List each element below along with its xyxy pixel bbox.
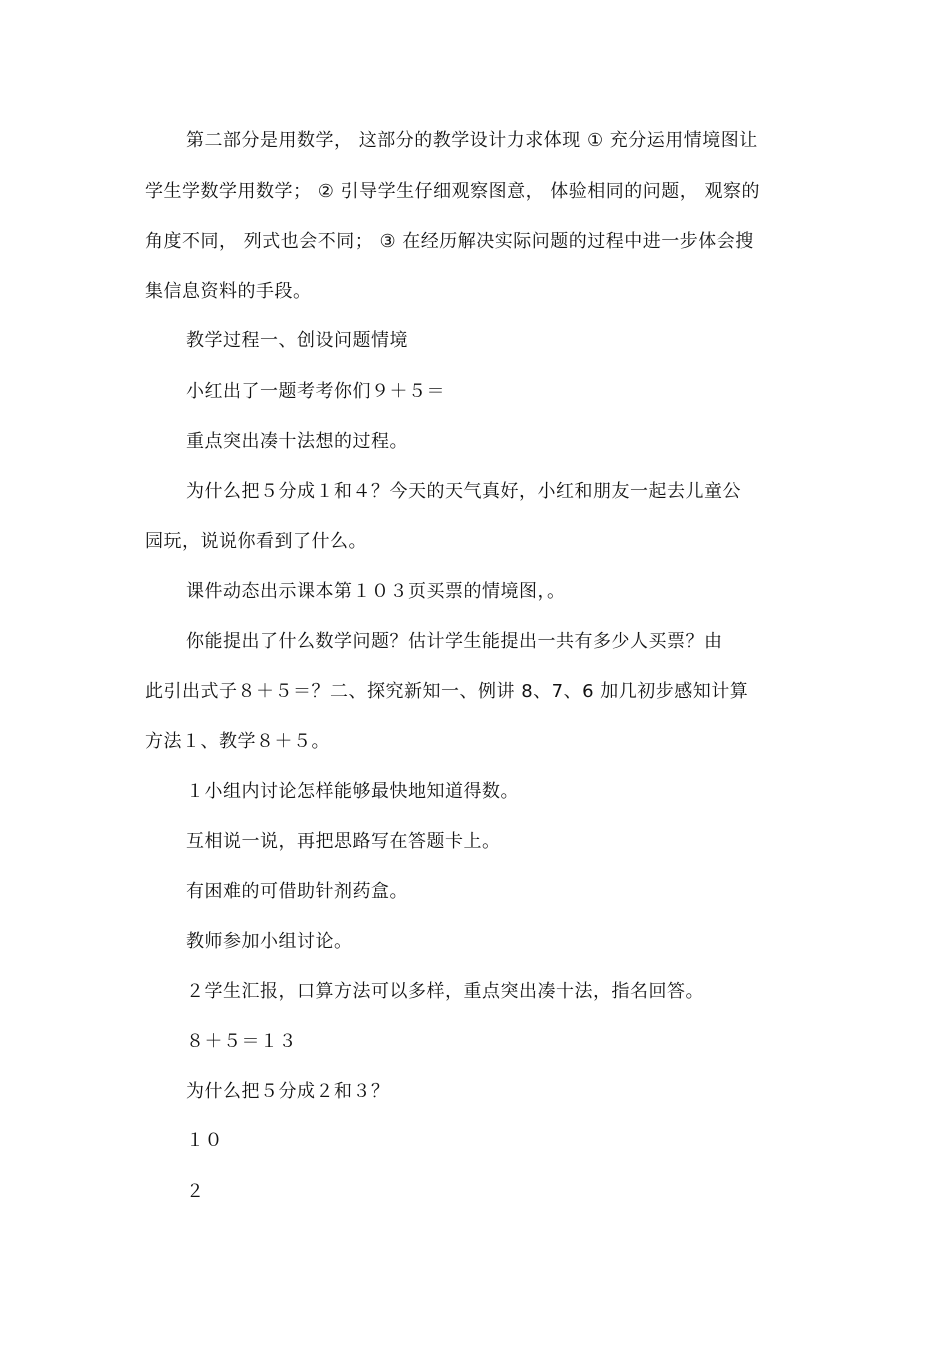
paragraph-line: 互相说一说，再把思路写在答题卡上。 <box>186 831 501 852</box>
number-line: １０ <box>186 1130 223 1151</box>
paragraph-line: 重点突出凑十法想的过程。 <box>186 431 408 452</box>
paragraph-line: 园玩，说说你看到了什么。 <box>145 531 367 552</box>
paragraph-line: 你能提出了什么数学问题？估计学生能提出一共有多少人买票？由 <box>186 631 723 652</box>
paragraph-line: 方法１、教学８＋５。 <box>145 731 330 752</box>
paragraph-line: 学生学数学用数学； ② 引导学生仔细观察图意， 体验相同的问题， 观察的 <box>145 181 761 202</box>
paragraph-line: 集信息资料的手段。 <box>145 281 312 302</box>
paragraph-line: 此引出式子８＋５＝？二、探究新知一、例讲 8、7、6 加几初步感知计算 <box>145 681 749 702</box>
paragraph-line: 第二部分是用数学， 这部分的教学设计力求体现 ① 充分运用情境图让 <box>186 130 758 151</box>
paragraph-line: ２学生汇报，口算方法可以多样，重点突出凑十法，指名回答。 <box>186 981 704 1002</box>
paragraph-line: 教师参加小组讨论。 <box>186 931 353 952</box>
paragraph-line: 有困难的可借助针剂药盒。 <box>186 881 408 902</box>
paragraph-line: 课件动态出示课本第１０３页买票的情境图，。 <box>186 581 566 602</box>
paragraph-line: 为什么把５分成２和３？ <box>186 1081 390 1102</box>
number-line: ２ <box>186 1181 205 1202</box>
paragraph-line: 小红出了一题考考你们９＋５＝ <box>186 381 445 402</box>
paragraph-line: 角度不同， 列式也会不同； ③ 在经历解决实际问题的过程中进一步体会搜 <box>145 231 754 252</box>
equation-line: ８＋５＝１３ <box>186 1031 297 1052</box>
paragraph-line: 为什么把５分成１和４？今天的天气真好，小红和朋友一起去儿童公 <box>186 481 741 502</box>
section-heading: 教学过程一、创设问题情境 <box>186 330 408 351</box>
paragraph-line: １小组内讨论怎样能够最快地知道得数。 <box>186 781 519 802</box>
